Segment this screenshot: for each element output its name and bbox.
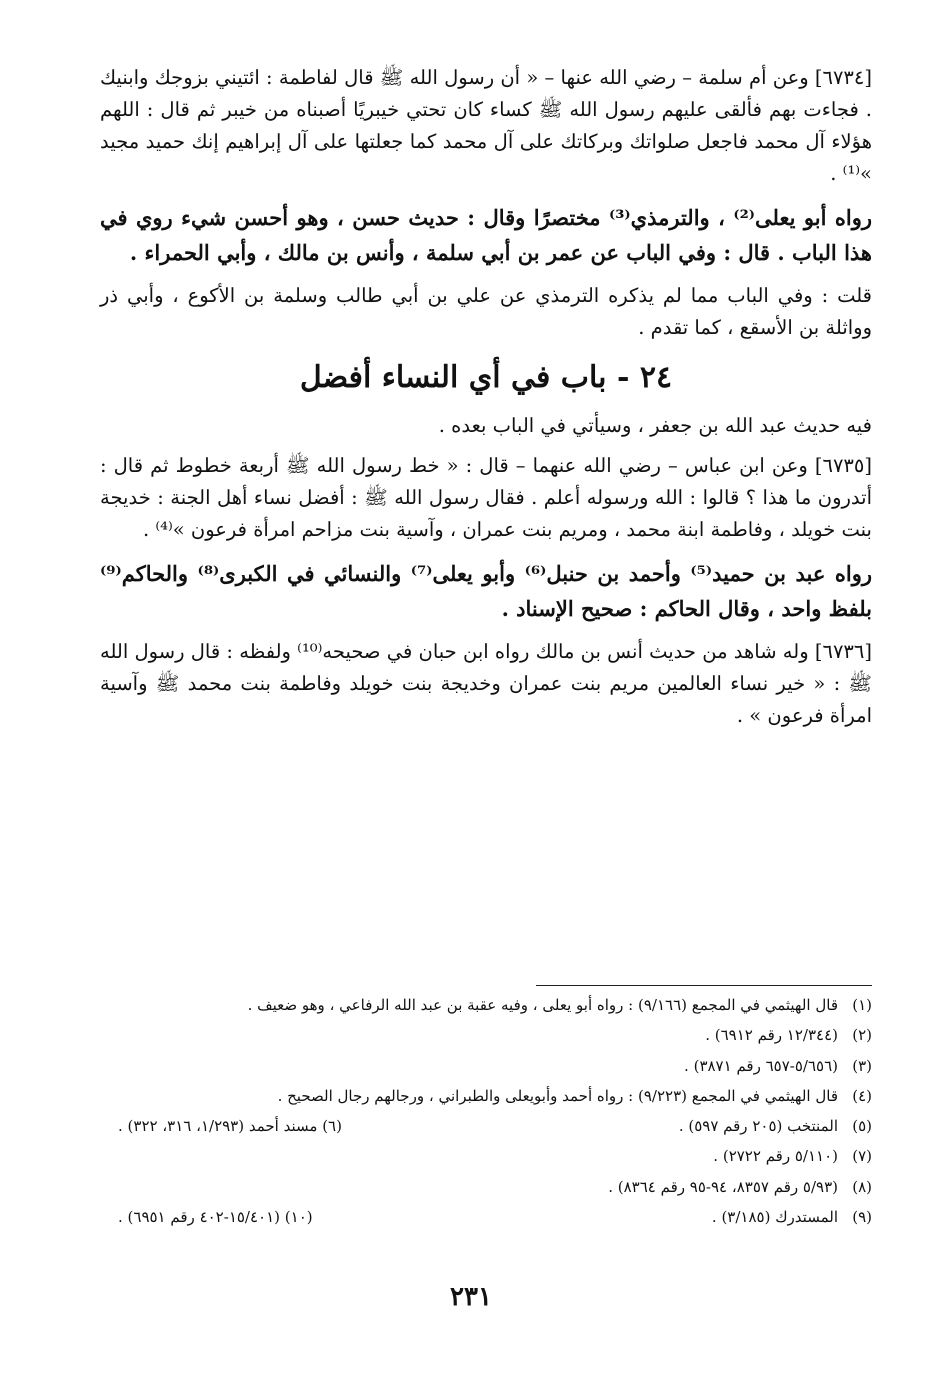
note-qultu: قلت : وفي الباب مما لم يذكره الترمذي عن علي بن أبي طالب وسلمة بن الأكوع ، وأبي ذر وواثلة بن الأسقع ، كما تقدم . (100, 284, 872, 339)
hadith-6734: [٦٧٣٤] وعن أم سلمة – رضي الله عنها – « أن رسول الله ﷺ قال لفاطمة : ائتيني بزوجك وابنيك . فجاءت بهم فألقى عليهم رسول الله ﷺ كساء كان تحتي خيبريًا أصبناه من خيبر ثم قال : اللهم هؤلاء آل محمد فاجعل صلواتك وبركاتك على آل محمد كما جعلتها على آل إبراهيم إنك حميد مجيد »⁽¹⁾ . (100, 66, 872, 185)
takhrij-6735: رواه عبد بن حميد⁽⁵⁾ وأحمد بن حنبل⁽⁶⁾ وأبو يعلى⁽⁷⁾ والنسائي في الكبرى⁽⁸⁾ والحاكم⁽⁹⁾ بلفظ واحد ، وقال الحاكم : صحيح الإسناد . (100, 561, 873, 621)
main-text (100, 62, 872, 742)
footnote: (٨)(٥/٩٣ رقم ٨٣٥٧، ٩٤-٩٥ رقم ٨٣٦٤) . (608, 1177, 872, 1196)
footnote: (٩)المستدرك (٣/١٨٥) . (١٠) (١٥/٤٠١-٤٠٢ رقم ٦٩٥١) . (118, 1208, 872, 1227)
footnote: (٤)قال الهيثمي في المجمع (٩/٢٢٣) : رواه أحمد وأبويعلى والطبراني ، ورجالهم رجال الصحيح . (277, 1086, 872, 1105)
footnotes (100, 990, 872, 1232)
footnote: (٢)(١٢/٣٤٤ رقم ٦٩١٢) . (705, 1026, 872, 1045)
page-number: ٢٣١ (450, 1282, 492, 1312)
footnote: (٥)المنتخب (٢٠٥ رقم ٥٩٧) . (٦) مسند أحمد (١/٢٩٣، ٣١٦، ٣٢٢) . (118, 1117, 872, 1136)
takhrij-6734: رواه أبو يعلى⁽²⁾ ، والترمذي⁽³⁾ مختصرًا وقال : حديث حسن ، وهو أحسن شيء روي في هذا الباب . قال : وفي الباب عن عمر بن أبي سلمة ، وأنس بن مالك ، وأبي الحمراء . (100, 205, 872, 265)
hadith-6736: [٦٧٣٦] وله شاهد من حديث أنس بن مالك رواه ابن حبان في صحيحه⁽¹⁰⁾ ولفظه : قال رسول الله ﷺ : « خير نساء العالمين مريم بنت عمران وخديجة بنت خويلد وفاطمة بنت محمد ﷺ وآسية امرأة فرعون » . (100, 640, 872, 727)
footnote: (٣)(٥/٦٥٦-٦٥٧ رقم ٣٨٧١) . (684, 1056, 872, 1075)
footnote: (١)قال الهيثمي في المجمع (٩/١٦٦) : رواه أبو يعلى ، وفيه عقبة بن عبد الله الرفاعي ، وهو ضعيف . (247, 996, 872, 1014)
footnote: (٧)(٥/١١٠ رقم ٢٧٢٢) . (713, 1147, 872, 1166)
chapter-heading: ٢٤ - باب في أي النساء أفضل (299, 360, 673, 395)
chapter-intro: فيه حديث عبد الله بن جعفر ، وسيأتي في الباب بعده . (438, 414, 872, 437)
footnote-separator (536, 985, 872, 986)
hadith-6735: [٦٧٣٥] وعن ابن عباس – رضي الله عنهما – قال : « خط رسول الله ﷺ أربعة خطوط ثم قال : أتدرون ما هذا ؟ قالوا : الله ورسوله أعلم . فقال رسول الله ﷺ : أفضل نساء أهل الجنة : خديجة بنت خويلد ، وفاطمة ابنة محمد ، ومريم بنت عمران ، وآسية بنت مزاحم امرأة فرعون »⁽⁴⁾ . (100, 454, 872, 541)
